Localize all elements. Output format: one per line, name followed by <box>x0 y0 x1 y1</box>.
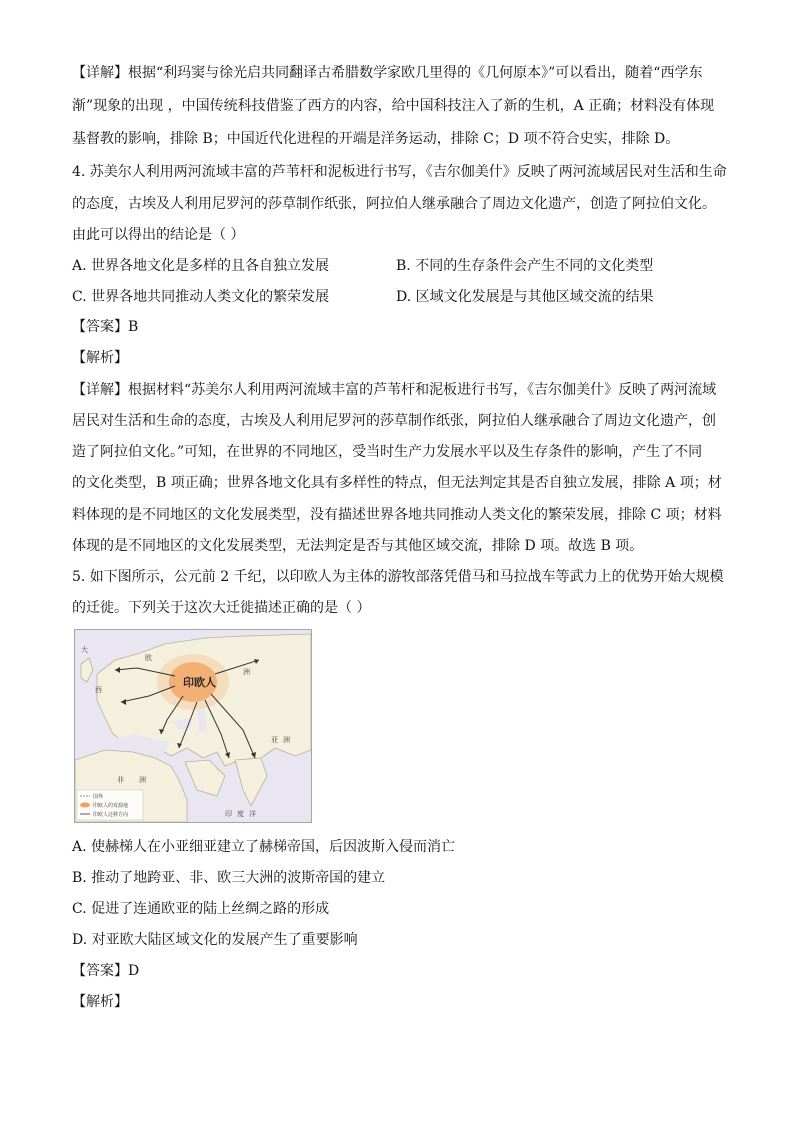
q4-analysis-heading: 【解析】 <box>72 350 128 366</box>
map-label-da: 大 <box>81 646 88 654</box>
origin-label: 印欧人 <box>183 676 216 689</box>
map-label-fei: 非 <box>117 776 124 784</box>
map-label-zhou: 洲 <box>243 668 250 676</box>
q4-detail-line: 居民对生活和生命的态度，古埃及人利用尼罗河的莎草制作纸张，阿拉伯人继承融合了周边文化遗产，创 <box>72 413 716 429</box>
q4-detail-line: 【详解】根据材料“苏美尔人利用两河流域丰富的芦苇杆和泥板进行书写，《吉尔伽美什》反映了两河流域 <box>72 382 717 398</box>
map-label-yang: 洋 <box>249 810 256 818</box>
q4-detail-line: 的文化类型，B 项正确；世界各地文化具有多样性的特点，但无法判定其是否自独立发展，排除 A 项；材 <box>72 475 722 491</box>
map-label-ou: 欧 <box>145 654 152 662</box>
migration-map <box>74 629 312 823</box>
question-4-stem: 由此可以得出的结论是（ ） <box>72 227 245 243</box>
map-label-ya: 亚 <box>271 736 278 744</box>
question-5-stem: 5. 如下图所示，公元前 2 千纪，以印欧人为主体的游牧部落凭借马和马拉战车等武力上的优势开始大规模 <box>72 569 724 585</box>
q4-detail-line: 体现的是不同地区的文化发展类型，无法判定是否与其他区域交流，排除 D 项。故选 B 项。 <box>72 538 644 554</box>
q4-option-c: C. 世界各地共同推动人类文化的繁荣发展 <box>72 289 330 305</box>
map-label-zhou3: 洲 <box>283 736 290 744</box>
q5-answer: 【答案】D <box>72 963 140 979</box>
map-legend <box>77 790 143 820</box>
legend-arrow-label: 印欧人迁移方向 <box>93 812 129 818</box>
legend-border-label: 国界 <box>93 794 104 800</box>
explanation-line: 基督教的影响，排除 B；中国近代化进程的开端是洋务运动，排除 C；D 项不符合史实，排除 D。 <box>72 131 680 147</box>
q5-option-c: C. 促进了连通欧亚的陆上丝绸之路的形成 <box>72 901 330 917</box>
map-label-zhou2: 洲 <box>139 776 146 784</box>
migration-map-svg <box>75 630 311 822</box>
q4-option-d: D. 区域文化发展是与其他区域交流的结果 <box>396 289 654 305</box>
q4-answer: 【答案】B <box>72 319 139 335</box>
map-label-yin: 印 <box>225 810 232 818</box>
q4-detail-line: 料体现的是不同地区的文化发展类型，没有描述世界各地共同推动人类文化的繁荣发展，排除 C 项；材料 <box>72 507 722 523</box>
explanation-line: 【详解】根据“利玛窦与徐光启共同翻译古希腊数学家欧几里得的《几何原本》”可以看出，随着“西学东 <box>72 65 703 81</box>
question-5-stem: 的迁徙。下列关于这次大迁徙描述正确的是（ ） <box>72 600 371 616</box>
question-4-stem: 4. 苏美尔人利用两河流域丰富的芦苇杆和泥板进行书写，《吉尔伽美什》反映了两河流域居民对生活和生命 <box>72 164 727 180</box>
q5-analysis-heading: 【解析】 <box>72 994 128 1010</box>
legend-origin-label: 印欧人的发源地 <box>93 803 129 809</box>
question-4-stem: 的态度，古埃及人利用尼罗河的莎草制作纸张，阿拉伯人继承融合了周边文化遗产，创造了阿拉伯文化。 <box>72 196 716 212</box>
explanation-line: 渐”现象的出现 ，中国传统科技借鉴了西方的内容，给中国科技注入了新的生机，A 正确；材料没有体现 <box>72 98 715 114</box>
q4-option-b: B. 不同的生存条件会产生不同的文化类型 <box>396 258 654 274</box>
q4-detail-line: 造了阿拉伯文化。”可知，在世界的不同地区，受当时生产力发展水平以及生存条件的影响，产生了不同 <box>72 444 703 460</box>
q4-option-a: A. 世界各地文化是多样的且各自独立发展 <box>72 258 330 274</box>
legend-origin-symbol <box>80 803 90 808</box>
map-label-xi: 西 <box>95 686 102 694</box>
q5-option-a: A. 使赫梯人在小亚细亚建立了赫梯帝国，后因波斯入侵而消亡 <box>72 839 456 855</box>
q5-option-d: D. 对亚欧大陆区域文化的发展产生了重要影响 <box>72 932 358 948</box>
map-label-du: 度 <box>237 810 244 818</box>
q5-option-b: B. 推动了地跨亚、非、欧三大洲的波斯帝国的建立 <box>72 870 386 886</box>
